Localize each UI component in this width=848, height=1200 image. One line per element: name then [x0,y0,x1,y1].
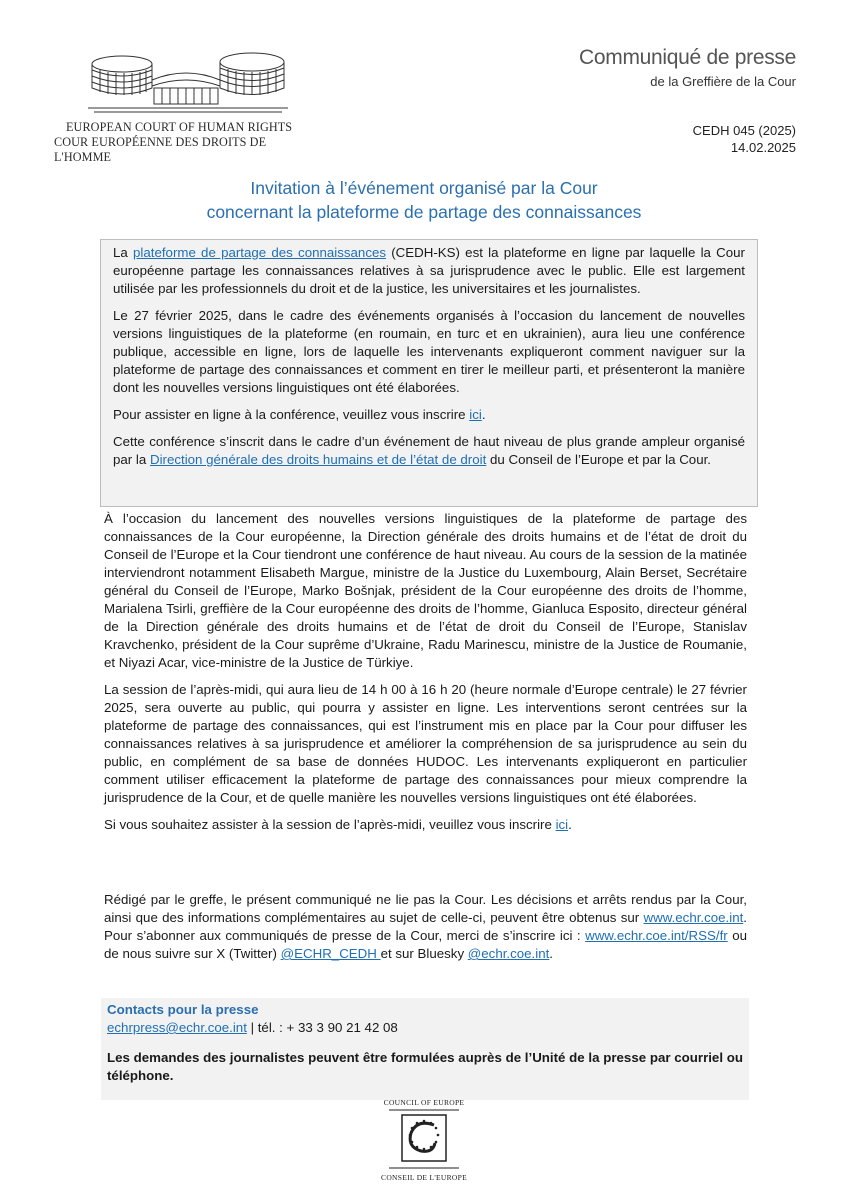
footer-paragraph: Rédigé par le greffe, le présent communiqué ne lie pas la Cour. Les décisions et arrêts rendus par la Cour, ainsi que des informations complémentaires au sujet de celle-ci, peuvent être obtenus sur www.echr.coe.int. Pour s’abonner aux communiqués de presse de la Cour, merci de s’inscrire ici : www.echr.coe.int/RSS/fr ou de nous suivre sur X (Twitter) @ECHR_CEDH et sur Bluesky @echr.coe.int. [104,892,747,961]
coe-name-en: COUNCIL OF EUROPE [383,1098,465,1107]
contacts-note: Les demandes des journalistes peuvent être formulées auprès de l’Unité de la presse par courriel ou téléphone. [107,1050,743,1083]
contacts-title: Contacts pour la presse [107,1002,259,1017]
headline-line2: concernant la plateforme de partage des connaissances [206,202,642,222]
body-paragraph-1: À l’occasion du lancement des nouvelles versions linguistiques de la plateforme de partage des connaissances de la Cour européenne, la Direction générale des droits humains et de l’état de droit du Conseil de l’Europe et la Cour tiendront une conférence de haut niveau. Au cours de la session de la matinée interviendront notamment Elisabeth Margue, ministre de la Justice du Luxembourg, Alain Berset, Secrétaire général du Conseil de l’Europe, Marko Bošnjak, président de la Cour européenne des droits de l’homme, Marialena Tsirli, greffière de la Cour européenne des droits de l’homme, Gianluca Esposito, directeur général de la Direction générale des droits humains et de l’état de droit du Conseil de l’Europe, Stanislav Kravchenko, président de la Cour suprême d’Ukraine, Radu Marinescu, ministre de la Justice de Roumanie, et Niyazi Acar, vice-ministre de la Justice de Türkiye. [104,511,747,670]
press-subtitle: de la Greffière de la Cour [650,74,796,89]
contacts-line [107,1019,743,1037]
court-name-en: EUROPEAN COURT OF HUMAN RIGHTS [66,120,293,134]
reference-code: CEDH 045 (2025) [692,123,796,138]
directorate-general-link[interactable]: Direction générale des droits humains et de l’état de droit [149,452,487,467]
council-of-europe-logo [374,1098,474,1182]
knowledge-platform-link[interactable]: plateforme de partage des connaissances [133,245,387,260]
reference-date: 14.02.2025 [730,140,796,155]
reference-block [693,122,796,156]
press-phone: | tél. : + 33 3 90 21 42 08 [246,1020,398,1035]
court-name-fr: COUR EUROPÉENNE DES DROITS DE L'HOMME [54,135,267,164]
council-of-europe-emblem-icon [389,1109,459,1171]
summary-paragraph-2: Le 27 février 2025, dans le cadre des événements organisés à l’occasion du lancement de nouvelles versions linguistiques de la plateforme (en roumain, en turc et en ukrainien), aura lieu une conférence publique, accessible en ligne, lors de laquelle les intervenants expliqueront comment naviguer sur la plateforme de partage des connaissances et comment en tirer le meilleur parti, et présenteront la manière dont les nouvelles versions linguistiques ont été élaborées. [113,308,745,395]
body-paragraph-2: La session de l’après-midi, qui aura lieu de 14 h 00 à 16 h 20 (heure normale d’Europe centrale) le 27 février 2025, sera ouverte au public, qui pourra y assister en ligne. Les interventions seront centrées sur la plateforme de partage des connaissances, qui est l’instrument mis en place par la Cour pour diffuser les connaissances relatives à sa jurisprudence et améliorer la compréhension de sa jurisprudence au sein du public, en complément de sa base de données HUDOC. Les intervenants expliqueront en particulier comment utiliser efficacement la plateforme de partage des connaissances pour mieux comprendre la jurisprudence de la Cour, et de quelle manière les nouvelles versions linguistiques ont été élaborées. [104,682,747,805]
press-email-link[interactable]: echrpress@echr.coe.int [107,1020,247,1035]
body-paragraph-3: Si vous souhaitez assister à la session de l’après-midi, veuillez vous inscrire ici. [104,817,572,832]
footer-disclaimer [104,891,747,972]
headline [0,176,848,224]
summary-paragraph-4: Cette conférence s’inscrit dans le cadre d’un événement de haut niveau de plus grande ampleur organisé par la Direction générale des droits humains et de l’état de droit du Conseil de l’Europe et par la Cour. [113,434,745,467]
bluesky-link[interactable]: @echr.coe.int [467,946,550,961]
body-text [104,510,747,843]
register-link-afternoon[interactable]: ici [555,817,569,832]
press-header [579,46,796,89]
summary-paragraph-3: Pour assister en ligne à la conférence, veuillez vous inscrire ici. [113,407,486,422]
register-link-conference[interactable]: ici [469,407,482,422]
summary-paragraph-1: La plateforme de partage des connaissances (CEDH-KS) est la plateforme en ligne par laquelle la Cour européenne partage les connaissances relatives à sa jurisprudence avec le public. Elle est largement utilisée par les professionnels du droit et de la justice, les universitaires et les journalistes. [113,245,745,296]
echr-website-link[interactable]: www.echr.coe.int [643,910,744,925]
press-contacts [101,998,749,1100]
twitter-link[interactable]: @ECHR_CEDH [280,946,381,961]
court-logo [52,48,322,165]
coe-name-fr: CONSEIL DE L'EUROPE [381,1173,467,1182]
press-title: Communiqué de presse [579,46,796,69]
summary-box [100,239,758,507]
rss-link[interactable]: www.echr.coe.int/RSS/fr [585,928,728,943]
court-building-icon [88,48,288,116]
headline-line1: Invitation à l’événement organisé par la Cour [250,178,598,198]
